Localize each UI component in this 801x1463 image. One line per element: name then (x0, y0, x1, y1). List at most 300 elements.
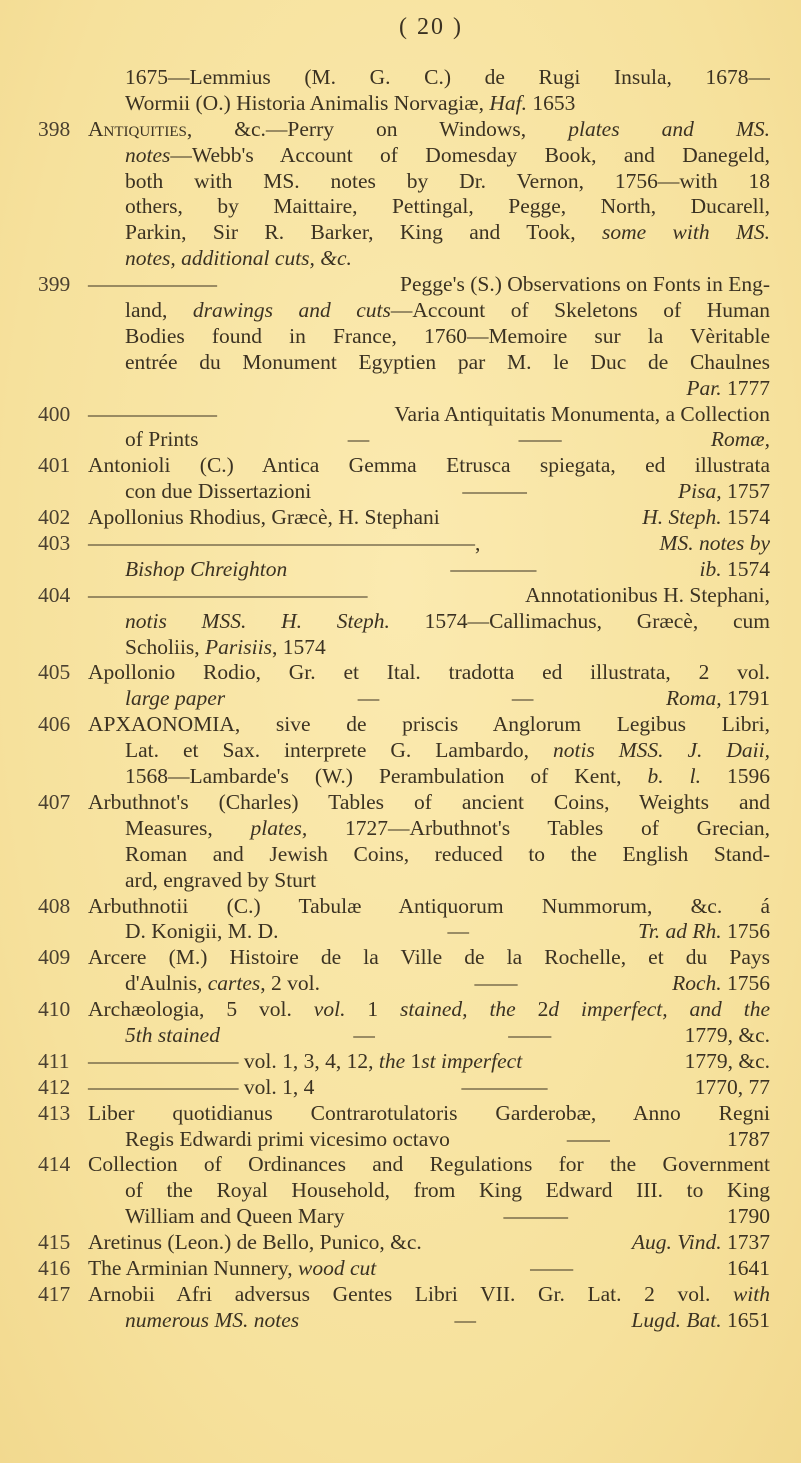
entry-text (125, 169, 770, 195)
text-group (125, 350, 770, 376)
text-group (88, 272, 217, 298)
italic-segment: 5th stained (125, 1022, 220, 1047)
text-segment: both with MS. notes by Dr. Vernon, 1756—with 18 (125, 168, 770, 193)
text-segment: ——————————————————, (88, 531, 481, 556)
text-group (125, 246, 352, 272)
text-group (462, 479, 527, 505)
text-segment: entrée du Monument Egyptien par M. le Duc de Chaulnes (125, 349, 770, 374)
text-segment: 1790 (726, 1204, 770, 1229)
entry-continuation-line (0, 376, 801, 402)
italic-segment: notis MSS. J. Daii, (552, 738, 770, 763)
italic-segment: plates and MS. (568, 116, 770, 141)
text-group (88, 1101, 770, 1127)
text-segment: — (454, 1307, 477, 1332)
italic-segment: cartes (207, 971, 261, 996)
entry-text (88, 1230, 770, 1256)
text-group (125, 479, 311, 505)
entry-line-lot-413 (0, 1101, 801, 1127)
entry-continuation-line (0, 143, 801, 169)
entry-text (125, 971, 770, 997)
text-segment: —Account of Skeletons of Human (390, 298, 770, 323)
entry-text (125, 1308, 770, 1334)
text-segment: land, (125, 298, 193, 323)
entry-line-lot-401 (0, 453, 801, 479)
text-segment: 1574 (721, 556, 770, 581)
entry-text (125, 1127, 770, 1153)
text-group (642, 505, 770, 531)
text-segment: —— (518, 427, 562, 452)
text-segment: Pegge's (S.) Observations on Fonts in Eng- (400, 272, 770, 297)
italic-segment: Lugd. Bat. (631, 1307, 722, 1332)
italic-segment: with (732, 1281, 770, 1306)
entry-line-lot-411 (0, 1049, 801, 1075)
italic-segment: b. l. (647, 764, 701, 789)
italic-segment: ib. (699, 556, 722, 581)
text-group (125, 1308, 299, 1334)
entry-text (125, 220, 770, 246)
text-group (125, 919, 279, 945)
text-segment: Varia Antiquitatis Monumenta, a Collection (394, 401, 770, 426)
text-segment: ———— (461, 1074, 548, 1099)
entry-text (125, 91, 770, 117)
text-segment: D. Konigii, M. D. (125, 919, 279, 944)
text-group (666, 686, 770, 712)
italic-segment: Par. (686, 375, 722, 400)
text-group (125, 868, 316, 894)
text-segment: , 2 vol. (260, 971, 320, 996)
text-group (455, 1308, 477, 1334)
entry-continuation-line (0, 1204, 801, 1230)
text-segment: Antonioli (C.) Antica Gemma Etrusca spiegata, ed illustrata (88, 453, 770, 478)
text-segment: — (511, 686, 534, 711)
entry-continuation-line (0, 609, 801, 635)
entry-line-lot-403 (0, 531, 801, 557)
text-segment: 1 (405, 1048, 422, 1073)
entry-text (125, 1178, 770, 1204)
entry-text (125, 376, 770, 402)
text-group (125, 220, 770, 246)
entry-line-lot-406 (0, 712, 801, 738)
entry-text (88, 1256, 770, 1282)
text-group (125, 1023, 220, 1049)
italic-segment: stained, the (400, 997, 516, 1022)
italic-segment: Roma, (666, 686, 722, 711)
text-group (125, 971, 320, 997)
italic-segment: Tr. ad Rh. (637, 919, 722, 944)
entry-text (88, 1152, 770, 1178)
text-segment: 1787 (726, 1126, 770, 1151)
text-segment: Collection of Ordinances and Regulations for the Government (88, 1152, 770, 1177)
text-group (125, 764, 770, 790)
text-segment: Archæologia, 5 vol. (88, 997, 314, 1022)
text-segment: Lat. et Sax. interprete G. Lambardo, (125, 738, 553, 763)
entry-continuation-line (0, 738, 801, 764)
entry-line-lot-417 (0, 1282, 801, 1308)
entry-text (125, 557, 770, 583)
text-group (88, 583, 368, 609)
italic-segment: notes (125, 142, 171, 167)
text-group (638, 919, 770, 945)
entry-text (88, 712, 770, 738)
text-segment: 1574 (721, 505, 770, 530)
entry-line-lot-415 (0, 1230, 801, 1256)
text-segment: —————— (88, 401, 217, 426)
text-group (125, 686, 225, 712)
entry-text (125, 764, 770, 790)
text-segment: Arbuthnot's (Charles) Tables of ancient Coins, Weights and (88, 789, 770, 814)
lot-number: 412 (38, 1074, 71, 1099)
italic-segment: notes, additional cuts, &c. (125, 246, 352, 271)
entry-text (125, 635, 770, 661)
text-segment: — (357, 686, 380, 711)
text-group (462, 1075, 548, 1101)
text-group (88, 117, 770, 143)
text-segment: — (353, 1022, 375, 1047)
text-segment: 1574—Callimachus, Græcè, cum (389, 608, 770, 633)
entry-text (125, 324, 770, 350)
text-segment: con due Dissertazioni (125, 479, 312, 504)
entry-continuation-line (0, 1127, 801, 1153)
text-group (88, 660, 770, 686)
text-group (660, 531, 770, 557)
text-segment: Bodies found in France, 1760—Memoire sur la Vèritable (125, 323, 770, 348)
lot-number: 410 (38, 997, 71, 1022)
entry-text (125, 609, 770, 635)
entry-text (125, 738, 770, 764)
lot-number: 407 (38, 789, 71, 814)
text-segment: —— (566, 1126, 610, 1151)
text-group (678, 479, 770, 505)
text-segment: 1596 (700, 764, 770, 789)
entry-line-lot-402 (0, 505, 801, 531)
entry-continuation-line (0, 65, 801, 91)
entry-line-lot-412 (0, 1075, 801, 1101)
text-group (727, 1127, 770, 1153)
entry-text (125, 427, 770, 453)
text-segment: Regis Edwardi primi vicesimo octavo (125, 1126, 450, 1151)
entry-continuation-line (0, 816, 801, 842)
text-segment: Aretinus (Leon.) de Bello, Punico, &c. (88, 1230, 422, 1255)
page-number: ( 20 ) (399, 14, 463, 40)
text-segment: Scholiis, (125, 634, 206, 659)
text-group (727, 1204, 770, 1230)
text-segment: 1653 (526, 90, 576, 115)
text-segment: 1641 (727, 1255, 770, 1280)
text-group (88, 1256, 376, 1282)
entry-line-lot-399 (0, 272, 801, 298)
italic-segment: st imperfect (421, 1048, 523, 1073)
text-segment: 1675—Lemmius (M. G. C.) de Rugi Insula, 1678— (125, 65, 770, 89)
entry-continuation-line (0, 971, 801, 997)
text-segment: Parkin, Sir R. Barker, King and Took, (125, 220, 602, 245)
text-segment: of the Royal Household, from King Edward III. to King (125, 1178, 770, 1203)
entry-text (125, 194, 770, 220)
italic-segment: some with MS. (601, 220, 770, 245)
entry-line-lot-398 (0, 117, 801, 143)
entry-text (125, 1023, 770, 1049)
entry-text (125, 868, 770, 894)
italic-segment: Aug. Vind. (631, 1230, 722, 1255)
text-group (125, 169, 770, 195)
entry-text (125, 686, 770, 712)
entry-text (125, 919, 770, 945)
text-segment: 1737 (721, 1230, 770, 1255)
entry-text (125, 143, 770, 169)
text-group (88, 945, 770, 971)
entry-continuation-line (0, 194, 801, 220)
italic-segment: large paper (125, 686, 226, 711)
entry-continuation-line (0, 842, 801, 868)
entry-text (125, 246, 770, 272)
entry-text (125, 842, 770, 868)
text-group (88, 894, 770, 920)
lot-number: 405 (38, 660, 71, 685)
text-group (125, 143, 770, 169)
entry-text (125, 350, 770, 376)
text-group (353, 1023, 375, 1049)
text-group (125, 635, 326, 661)
entry-text (125, 65, 770, 91)
text-group (88, 453, 770, 479)
entry-continuation-line (0, 169, 801, 195)
entry-line-lot-414 (0, 1152, 801, 1178)
text-segment: 1777 (721, 375, 770, 400)
text-group (125, 65, 770, 91)
text-segment: Annotationibus H. Stephani, (525, 582, 770, 607)
text-segment: — (447, 919, 469, 944)
entry-text (88, 453, 770, 479)
text-segment: Wormii (O.) Historia Animalis Norvagiæ, (125, 90, 490, 115)
text-group (88, 1230, 422, 1256)
entry-text (88, 894, 770, 920)
text-group (503, 1204, 568, 1230)
entry-text (88, 790, 770, 816)
italic-segment: Bishop Chreighton (125, 556, 288, 581)
text-segment: ——————— vol. 1, 3, 4, 12, (88, 1048, 379, 1073)
text-segment: ——————— vol. 1, 4 (88, 1074, 315, 1099)
lot-number: 400 (38, 401, 71, 426)
text-group (727, 1256, 770, 1282)
text-group (711, 427, 770, 453)
italic-segment: Roch. (672, 971, 722, 996)
text-group (125, 1127, 450, 1153)
lot-number: 406 (38, 712, 71, 737)
italic-segment: Pisa, (678, 479, 722, 504)
text-segment: —— (474, 971, 518, 996)
text-group (685, 1023, 770, 1049)
text-segment: ard, engraved by Sturt (125, 867, 317, 892)
text-group (125, 738, 770, 764)
italic-segment: Haf. (489, 90, 527, 115)
text-segment: ——— (462, 479, 527, 504)
entry-continuation-line (0, 220, 801, 246)
text-segment: —————— (88, 272, 217, 297)
entry-continuation-line (0, 635, 801, 661)
text-segment: Roman and Jewish Coins, reduced to the English Stand- (125, 841, 770, 866)
text-segment: APXAONOMIA, sive de priscis Anglorum Legibus Libri, (88, 712, 770, 737)
text-group (700, 557, 770, 583)
text-segment: d'Aulnis, (125, 971, 208, 996)
entry-text (88, 583, 770, 609)
text-segment: Apollonio Rodio, Gr. et Ital. tradotta ed illustrata, 2 vol. (88, 660, 770, 685)
text-segment: 1756 (721, 971, 770, 996)
text-segment: , &c.—Perry on Windows, (186, 116, 569, 141)
entry-text (88, 945, 770, 971)
lot-number: 411 (38, 1048, 70, 1073)
text-group (88, 1282, 770, 1308)
text-segment: ———— (450, 556, 537, 581)
entry-text (125, 298, 770, 324)
lot-number: 402 (38, 505, 71, 530)
text-segment: 2 (515, 997, 549, 1022)
text-segment: 1757 (721, 479, 770, 504)
text-segment: —— (508, 1022, 552, 1047)
italic-segment: drawings and cuts (192, 298, 391, 323)
text-group (450, 557, 536, 583)
text-segment: 1651 (721, 1307, 770, 1332)
catalogue-entries (0, 65, 801, 1334)
entry-continuation-line (0, 868, 801, 894)
entry-text (125, 479, 770, 505)
entry-text (88, 117, 770, 143)
lot-number: 413 (38, 1100, 71, 1125)
entry-continuation-line (0, 919, 801, 945)
text-segment: Arbuthnotii (C.) Tabulæ Antiquorum Nummorum, &c. á (88, 893, 770, 918)
entry-text (88, 272, 770, 298)
text-segment: 1 (345, 997, 401, 1022)
italic-segment: MS. notes by (659, 531, 770, 556)
lot-number: 415 (38, 1230, 71, 1255)
text-group (88, 712, 770, 738)
text-group (125, 298, 770, 324)
lot-number: 409 (38, 945, 71, 970)
text-group (567, 1127, 610, 1153)
text-segment: 1727—Arbuthnot's Tables of Grecian, (307, 815, 770, 840)
text-group (695, 1075, 770, 1101)
text-group (525, 583, 770, 609)
text-group (686, 376, 770, 402)
text-group (125, 816, 770, 842)
text-segment: 1568—Lambarde's (W.) Perambulation of Kent, (125, 764, 648, 789)
entry-text (88, 1282, 770, 1308)
text-group (475, 971, 518, 997)
text-group (125, 842, 770, 868)
italic-segment: notis MSS. H. Steph. (125, 608, 390, 633)
italic-segment: plates, (250, 815, 308, 840)
lot-number: 401 (38, 453, 71, 478)
text-group (125, 91, 575, 117)
text-segment: —Webb's Account of Domesday Book, and Danegeld, (170, 142, 770, 167)
text-group (512, 686, 534, 712)
text-segment: Apollonius Rhodius, Græcè, H. Stephani (88, 505, 440, 530)
entry-text (88, 1049, 770, 1075)
text-segment: ——— (503, 1204, 568, 1229)
entry-line-lot-407 (0, 790, 801, 816)
entry-continuation-line (0, 1023, 801, 1049)
entry-line-lot-410 (0, 997, 801, 1023)
text-group (125, 194, 770, 220)
text-segment: — (347, 427, 370, 452)
text-group (530, 1256, 573, 1282)
entry-continuation-line (0, 1308, 801, 1334)
text-segment: Arnobii Afri adversus Gentes Libri VII. Gr. Lat. 2 vol. (88, 1281, 733, 1306)
italic-segment: wood cut (297, 1255, 377, 1280)
small-caps-heading: Antiquities (88, 116, 187, 141)
entry-text (125, 1204, 770, 1230)
text-segment: Measures, (125, 815, 251, 840)
text-segment: Liber quotidianus Contrarotulatoris Garderobæ, Anno Regni (88, 1100, 770, 1125)
lot-number: 416 (38, 1255, 71, 1280)
text-segment: 1779, &c. (684, 1022, 770, 1047)
entry-text (125, 816, 770, 842)
entry-text (88, 402, 770, 428)
lot-number: 414 (38, 1152, 71, 1177)
entry-text (88, 531, 770, 557)
lot-number: 398 (38, 116, 71, 141)
text-group (348, 427, 370, 453)
entry-continuation-line (0, 324, 801, 350)
text-group (125, 324, 770, 350)
entry-continuation-line (0, 246, 801, 272)
entry-continuation-line (0, 764, 801, 790)
text-segment: —— (530, 1255, 574, 1280)
text-group (88, 1049, 522, 1075)
text-group (88, 790, 770, 816)
text-group (125, 427, 198, 453)
italic-segment: numerous MS. notes (125, 1307, 300, 1332)
entry-continuation-line (0, 1178, 801, 1204)
text-segment: of Prints (125, 427, 199, 452)
entry-continuation-line (0, 350, 801, 376)
italic-segment: vol. (313, 997, 346, 1022)
text-group (358, 686, 380, 712)
entry-continuation-line (0, 91, 801, 117)
entry-continuation-line (0, 298, 801, 324)
lot-number: 408 (38, 893, 71, 918)
entry-line-lot-405 (0, 660, 801, 686)
text-segment: 1779, &c. (684, 1048, 770, 1073)
entry-continuation-line (0, 479, 801, 505)
text-group (631, 1308, 770, 1334)
italic-segment: d imperfect, and the (548, 997, 770, 1022)
entry-line-lot-400 (0, 402, 801, 428)
text-segment: William and Queen Mary (125, 1204, 345, 1229)
text-segment: , 1574 (271, 634, 326, 659)
lot-number: 399 (38, 272, 71, 297)
entry-text (88, 505, 770, 531)
entry-text (88, 997, 770, 1023)
lot-number: 404 (38, 582, 71, 607)
entry-text (88, 660, 770, 686)
entry-continuation-line (0, 686, 801, 712)
italic-segment: H. Steph. (642, 505, 722, 530)
text-group (88, 1075, 314, 1101)
text-group (125, 557, 287, 583)
text-group (632, 1230, 770, 1256)
text-group (88, 402, 217, 428)
text-group (88, 1152, 770, 1178)
text-segment: ————————————— (88, 582, 368, 607)
text-segment: 1791 (721, 686, 770, 711)
text-group (88, 531, 480, 557)
entry-line-lot-404 (0, 583, 801, 609)
text-segment: 1756 (721, 919, 770, 944)
entry-text (88, 1075, 770, 1101)
text-group (88, 505, 440, 531)
text-group (400, 272, 770, 298)
entry-line-lot-416 (0, 1256, 801, 1282)
italic-segment: the (378, 1048, 406, 1073)
